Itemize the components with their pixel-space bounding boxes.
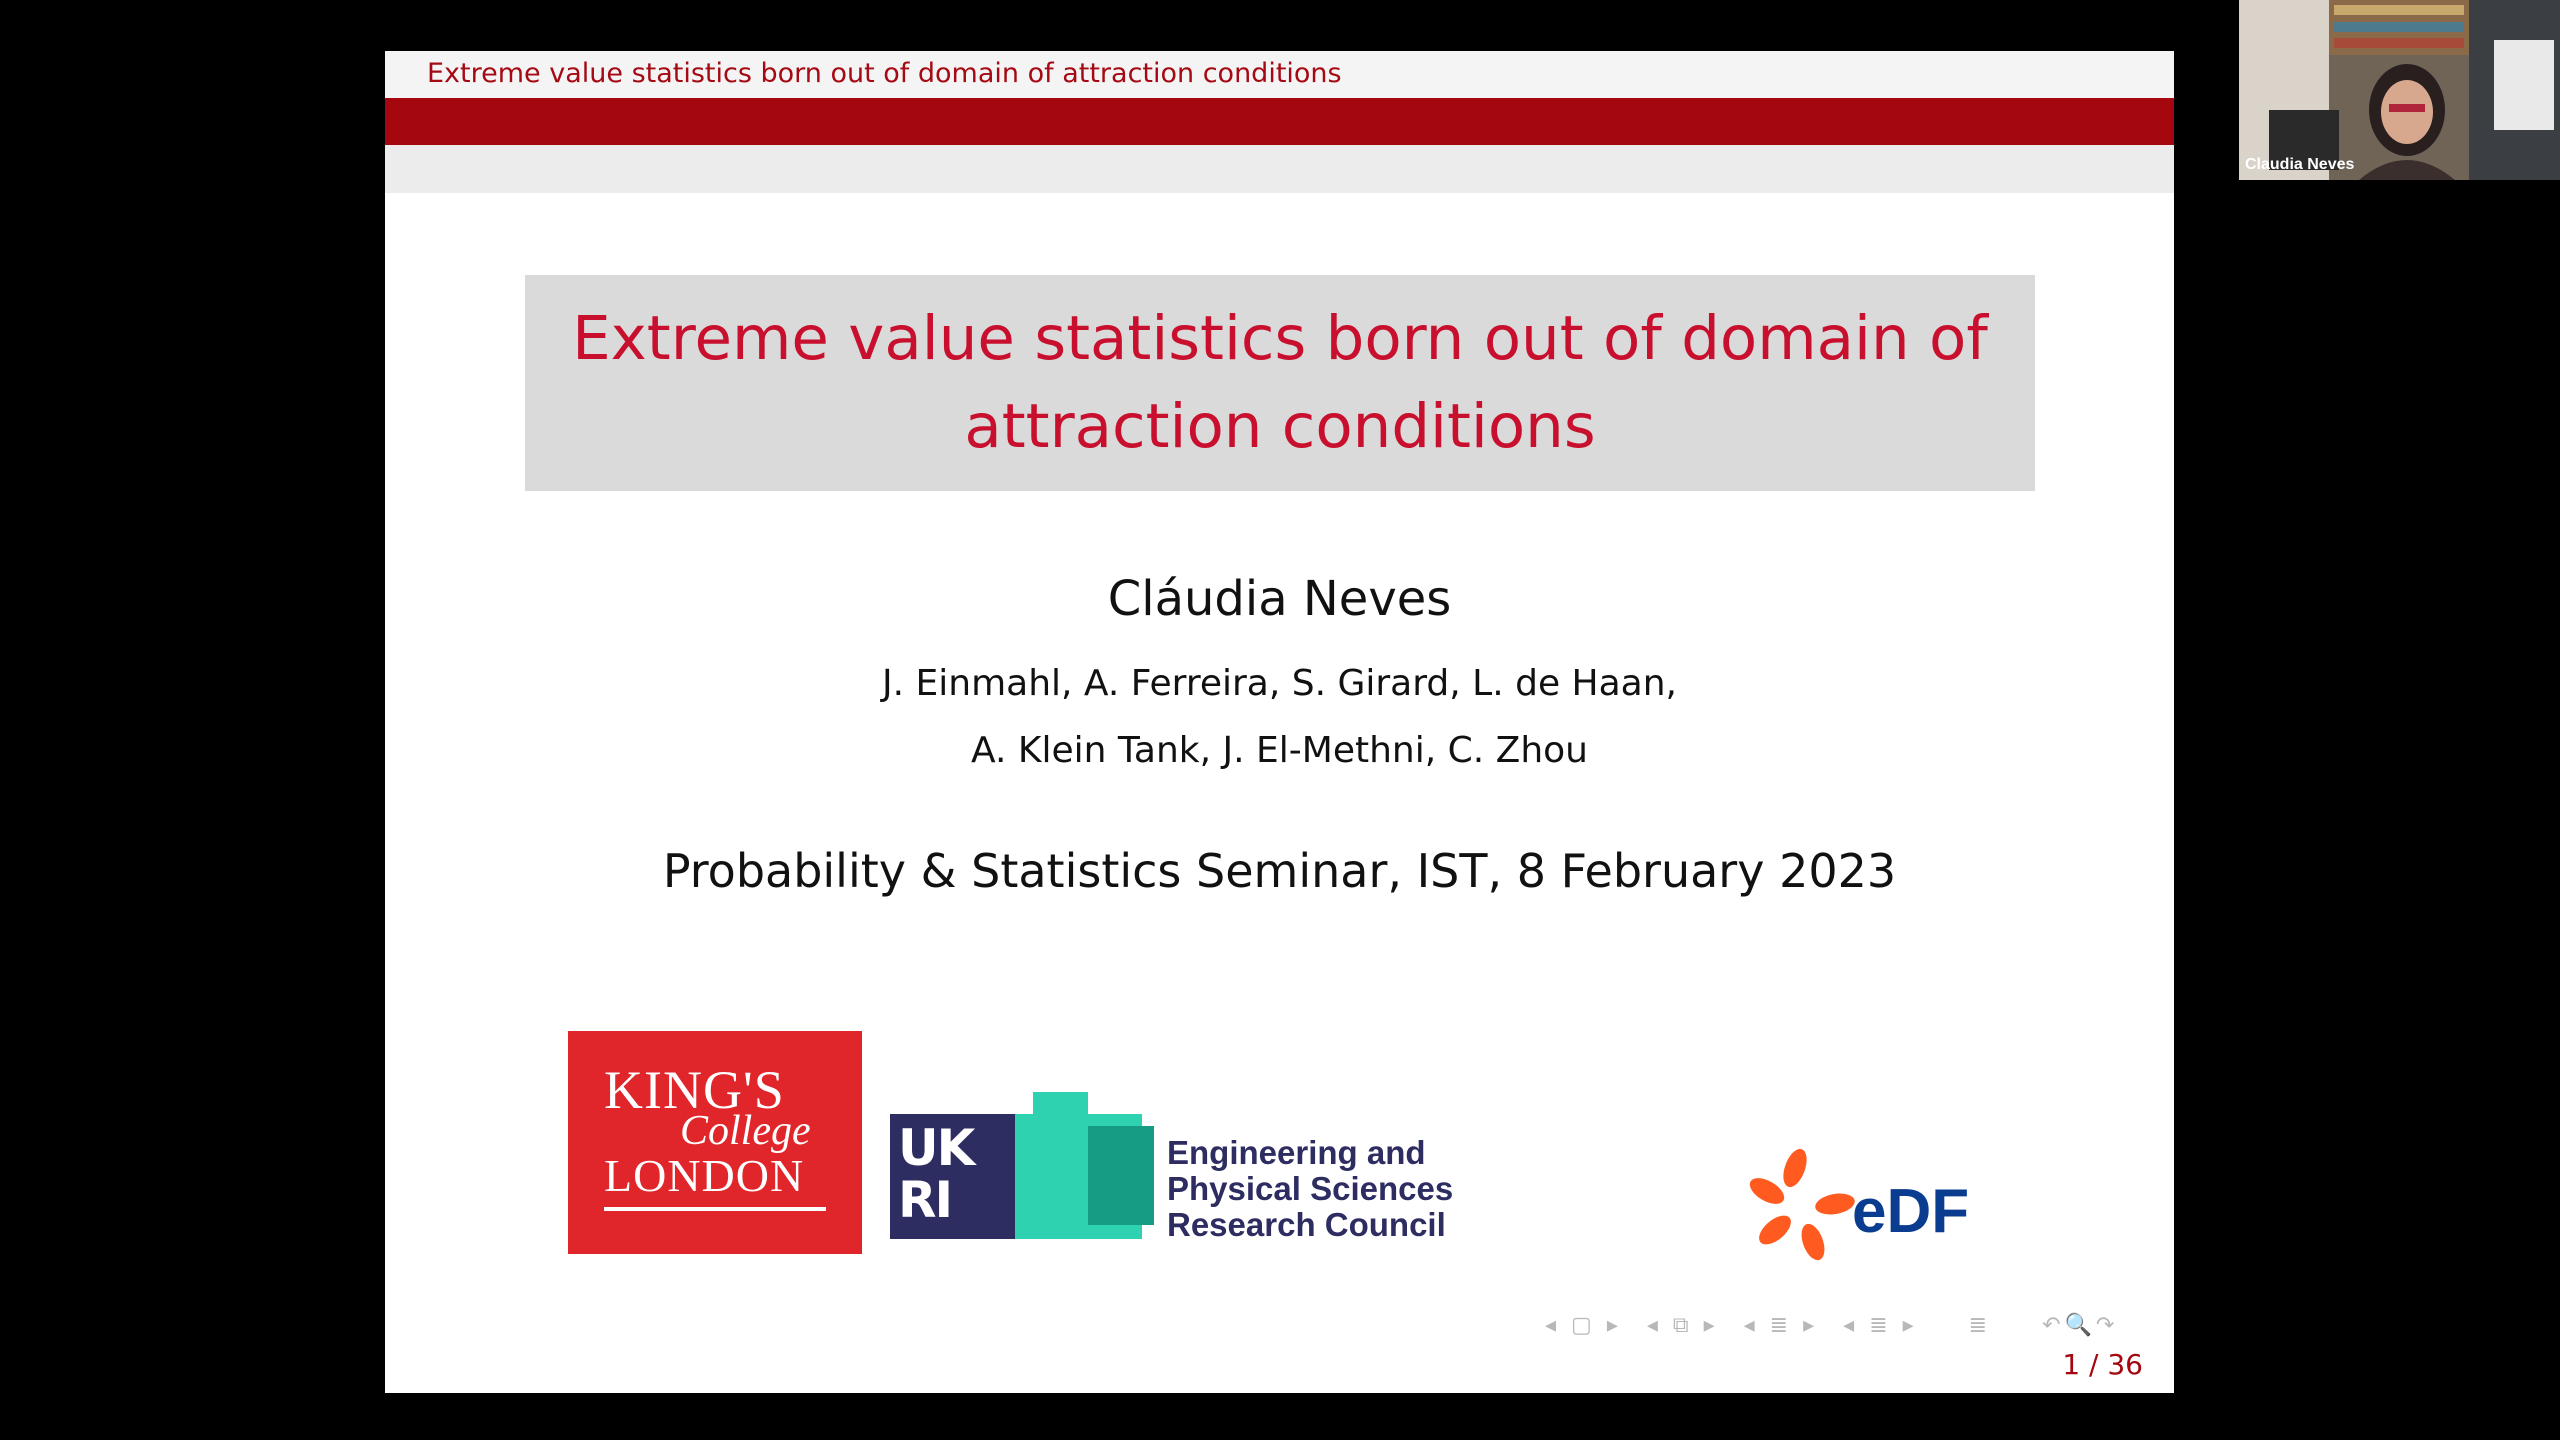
epsrc-line-1: Engineering and bbox=[1167, 1134, 1426, 1171]
edf-text: eDF bbox=[1852, 1177, 1970, 1246]
page-number: 1 / 36 bbox=[2062, 1348, 2143, 1381]
epsrc-line-2: Physical Sciences bbox=[1167, 1170, 1454, 1207]
kings-line-1: KING'S bbox=[604, 1060, 785, 1120]
seminar-info: Probability & Statistics Seminar, IST, 8 February 2023 bbox=[662, 844, 1897, 898]
ukri-green-tab bbox=[1033, 1092, 1088, 1239]
epsrc-line-3: Research Council bbox=[1167, 1206, 1446, 1243]
slide-title: Extreme value statistics born out of domain of attraction conditions bbox=[572, 303, 1988, 462]
kings-college-logo bbox=[568, 1031, 862, 1254]
ukri-text-bottom: RI bbox=[898, 1171, 952, 1229]
participant-video[interactable] bbox=[2239, 0, 2560, 180]
kings-underline bbox=[604, 1207, 826, 1211]
title-box bbox=[525, 275, 2035, 491]
nav-section-icon[interactable]: ◂ ≣ ▸ bbox=[1743, 1313, 1819, 1338]
presentation-slide bbox=[385, 51, 2174, 1393]
nav-search-icon[interactable]: ↶🔍↷ bbox=[2042, 1313, 2119, 1338]
kings-line-3: LONDON bbox=[604, 1150, 805, 1201]
header-red-bar bbox=[385, 98, 2174, 145]
nav-frame-icon[interactable]: ◂ ▢ ▸ bbox=[1545, 1313, 1622, 1338]
coauthors-line-1: J. Einmahl, A. Ferreira, S. Girard, L. de Haan, bbox=[882, 663, 1677, 704]
ukri-text-top: UK bbox=[898, 1119, 974, 1177]
header-title: Extreme value statistics born out of domain of attraction conditions bbox=[427, 58, 1342, 89]
nav-appendix-icon[interactable]: ≣ bbox=[1968, 1313, 1992, 1338]
edf-logo bbox=[1735, 1146, 2005, 1270]
ukri-navy-block bbox=[890, 1114, 1015, 1239]
webcam-feed bbox=[2239, 0, 2560, 180]
participant-name: Claudia Neves bbox=[2245, 156, 2355, 173]
header-gray-bar bbox=[385, 145, 2174, 193]
coauthors-line-2: A. Klein Tank, J. El-Methni, C. Zhou bbox=[971, 730, 1588, 771]
epsrc-logo-text bbox=[1167, 1135, 1453, 1243]
slide-header bbox=[385, 51, 2174, 98]
nav-presentation-icon[interactable]: ◂ ≣ ▸ bbox=[1843, 1313, 1918, 1338]
edf-flower-icon bbox=[1735, 1146, 2005, 1266]
nav-subsection-icon[interactable]: ◂ ⧉ ▸ bbox=[1646, 1313, 1719, 1338]
kings-line-2: College bbox=[680, 1108, 811, 1154]
beamer-navigation[interactable] bbox=[1545, 1313, 2118, 1338]
ukri-dark-block bbox=[1088, 1126, 1154, 1225]
author-name: Cláudia Neves bbox=[1107, 571, 1452, 627]
